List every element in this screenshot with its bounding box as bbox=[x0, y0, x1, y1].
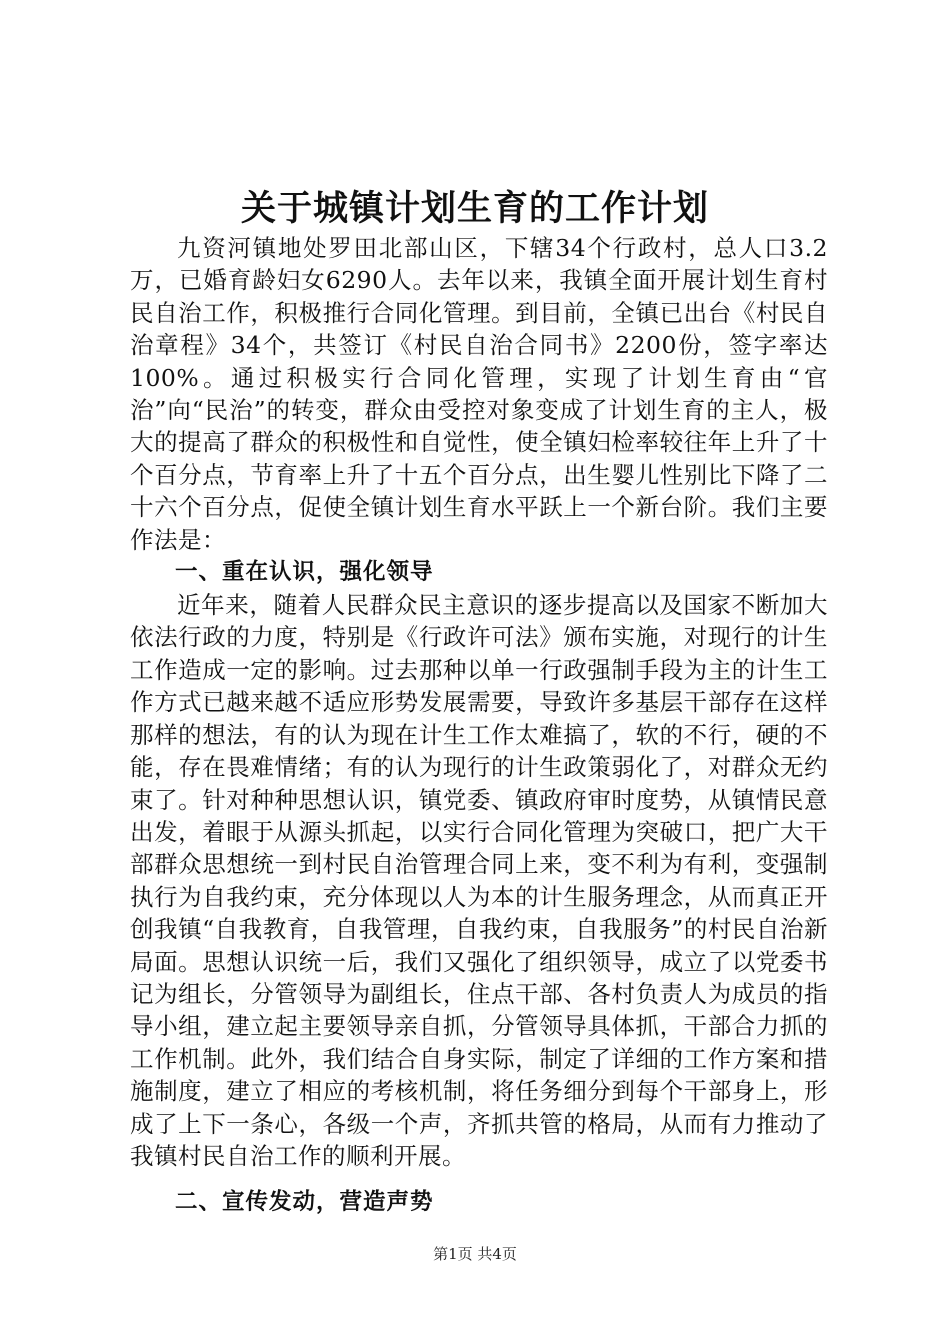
document-title: 关于城镇计划生育的工作计划 bbox=[240, 189, 709, 229]
intro-paragraph: 九资河镇地处罗田北部山区，下辖34个行政村，总人口3.2万，已婚育龄妇女6290人。去年以来，我镇全面开展计划生育村民自治工作，积极推行合同化管理。到目前，全镇已出台《村民自治章程》34个，共签订《村民自治合同书》2200份，签字率达100%。通过积极实行合同化管理，实现了计划生育由“官治”向“民治”的转变，群众由受控对象变成了计划生育的主人，极大的提高了群众的积极性和自觉性，使全镇妇检率较往年上升了十个百分点，节育率上升了十五个百分点，出生婴儿性别比下降了二十六个百分点，促使全镇计划生育水平跃上一个新台阶。我们主要作法是： bbox=[130, 234, 828, 554]
section-heading-2: 二、宣传发动，营造声势 bbox=[175, 1189, 434, 1216]
section-1-paragraph: 近年来，随着人民群众民主意识的逐步提高以及国家不断加大依法行政的力度，特别是《行政许可法》颁布实施，对现行的计生工作造成一定的影响。过去那种以单一行政强制手段为主的计生工作方式已越来越不适应形势发展需要，导致许多基层干部存在这样那样的想法，有的认为现在计生工作太难搞了，软的不行，硬的不能，存在畏难情绪；有的认为现行的计生政策弱化了，对群众无约束了。针对种种思想认识，镇党委、镇政府审时度势，从镇情民意出发，着眼于从源头抓起，以实行合同化管理为突破口，把广大干部群众思想统一到村民自治管理合同上来，变不利为有利，变强制执行为自我约束，充分体现以人为本的计生服务理念，从而真正开创我镇“自我教育，自我管理，自我约束，自我服务”的村民自治新局面。思想认识统一后，我们又强化了组织领导，成立了以党委书记为组长，分管领导为副组长，住点干部、各村负责人为成员的指导小组，建立起主要领导亲自抓，分管领导具体抓，干部合力抓的工作机制。此外，我们结合自身实际，制定了详细的工作方案和措施制度，建立了相应的考核机制，将任务细分到每个干部身上，形成了上下一条心，各级一个声，齐抓共管的格局，从而有力推动了我镇村民自治工作的顺利开展。 bbox=[130, 591, 828, 1170]
page-number-footer: 第1页 共4页 bbox=[433, 1245, 517, 1263]
section-heading-1: 一、重在认识，强化领导 bbox=[175, 559, 434, 586]
document-body bbox=[130, 232, 828, 1219]
